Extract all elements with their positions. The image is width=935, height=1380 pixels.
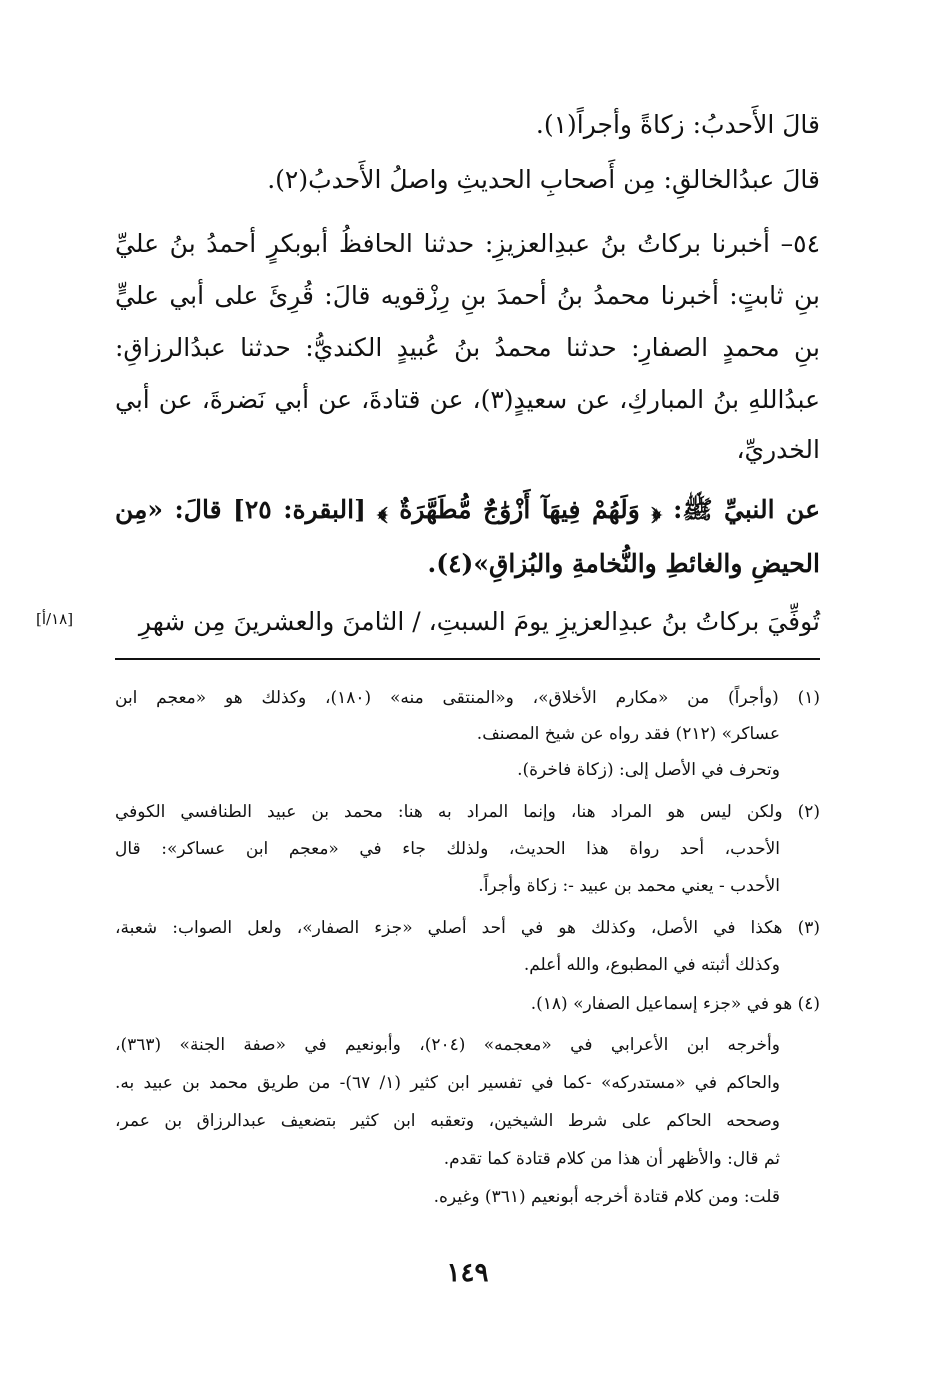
- footnote-line: والحاكم في «مستدركه» -كما في تفسير ابن كثير (١/ ٦٧)- من طريق محمد بن عبيد به.: [115, 1073, 780, 1093]
- footnote-line: وصححه الحاكم على شرط الشيخين، وتعقبه ابن كثير بتضعيف عبدالرزاق بن عمر،: [115, 1111, 780, 1131]
- body-line: بنِ محمدٍ الصفارِ: حدثنا محمدُ بنُ عُبيدٍ الكنديُّ: حدثنا عبدُالرزاقِ:: [115, 333, 820, 362]
- footnote-line: (١) (وأجراً) من «مكارم الأخلاق»، و«المنتقى منه» (١٨٠)، وكذلك هو «معجم ابن: [115, 688, 820, 708]
- footnote-line: وكذلك أثبته في المطبوع، والله أعلم.: [523, 955, 780, 975]
- body-line: بنِ ثابتٍ: أخبرنا محمدُ بنُ أحمدَ بنِ رِزْقويه قالَ: قُرِئَ على أبي عليٍّ: [115, 281, 820, 310]
- footnote-line: وأخرجه ابن الأعرابي في «معجمه» (٢٠٤)، وأبونعيم في «صفة الجنة» (٣٦٣)،: [115, 1035, 780, 1055]
- footnote-line: (٤) هو في «جزء إسماعيل الصفار» (١٨).: [530, 994, 820, 1014]
- footnote-line: عساكر» (٢١٢) فقد رواه عن شيخ المصنف.: [476, 724, 780, 744]
- hadith-line: الحيضِ والغائطِ والنُّخامةِ والبُزاقِ»(٤).: [427, 549, 820, 578]
- hadith-line: عن النبيِّ ﷺ: ﴿ وَلَهُمْ فِيهَآ أَزْوَٰجٌ مُّطَهَّرَةٌ ﴾ [البقرة: ٢٥] قالَ: «مِن: [115, 495, 820, 524]
- body-line: تُوفِّيَ بركاتُ بنُ عبدِالعزيزِ يومَ السبتِ، / الثامنَ والعشرينَ مِن شهرِ: [138, 607, 820, 636]
- footnote-line: (٣) هكذا في الأصل، وكذلك هو في أحد أصلي «جزء الصفار»، ولعل الصواب: شعبة،: [115, 918, 820, 938]
- footnote-line: الأحدب - يعني محمد بن عبيد -: زكاة وأجراً.: [478, 876, 780, 896]
- manuscript-folio-marker: [١٨/أ]: [36, 610, 74, 628]
- footnote-line: ثم قال: والأظهر أن هذا من كلام قتادة كما تقدم.: [443, 1149, 780, 1169]
- footnote-line: وتحرف في الأصل إلى: (زكاة فاخرة).: [517, 760, 780, 780]
- footnote-separator: [115, 658, 820, 660]
- footnote-line: قلت: ومن كلام قتادة أخرجه أبونعيم (٣٦١) وغيره.: [433, 1187, 780, 1207]
- body-line: الخدريِّ،: [736, 435, 820, 464]
- footnote-line: الأحدب، أحد رواة هذا الحديث، ولذلك جاء في «معجم ابن عساكر»: قال: [115, 839, 780, 859]
- body-line: ٥٤– أخبرنا بركاتُ بنُ عبدِالعزيزِ: حدثنا الحافظُ أبوبكرٍ أحمدُ بنُ عليِّ: [115, 229, 820, 258]
- body-line: قالَ الأَحدبُ: زكاةً وأجراً(١).: [535, 110, 820, 139]
- page-number: ١٤٩: [446, 1258, 489, 1288]
- body-line: عبدُاللهِ بنُ المباركِ، عن سعيدٍ(٣)، عن قتادةَ، عن أبي نَضرةَ، عن أبي: [115, 385, 820, 414]
- footnote-line: (٢) ولكن ليس هو المراد هنا، وإنما المراد به هنا: محمد بن عبيد الطنافسي الكوفي: [115, 802, 820, 822]
- body-line: قالَ عبدُالخالقِ: مِن أَصحابِ الحديثِ واصلُ الأَحدبُ(٢).: [267, 165, 820, 194]
